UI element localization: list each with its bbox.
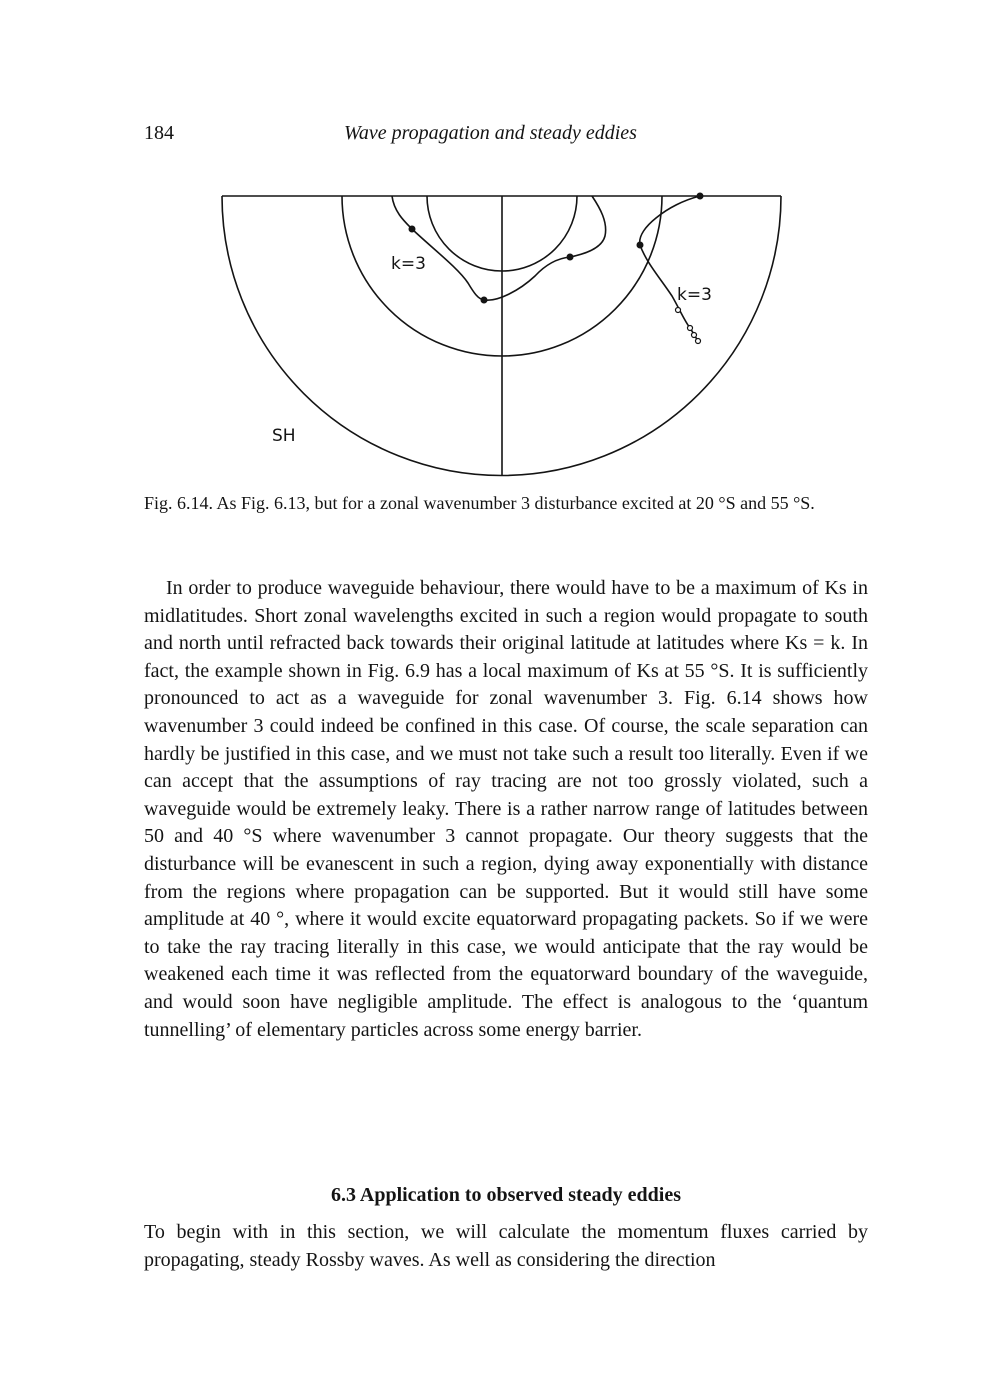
running-title: Wave propagation and steady eddies [344, 122, 637, 144]
section-heading: 6.3 Application to observed steady eddies [330, 1184, 682, 1206]
ray-marker-open [688, 326, 693, 331]
section-body [144, 1219, 868, 1274]
figure-caption: Fig. 6.14. As Fig. 6.13, but for a zonal wavenumber 3 disturbance excited at 20 °S and 55 °S. [144, 493, 815, 513]
ray-marker [481, 297, 487, 303]
page-number: 184 [144, 122, 174, 144]
body-text [144, 575, 868, 1044]
ray-marker-open [676, 308, 681, 313]
ray-marker [409, 226, 415, 232]
ray-marker [637, 242, 643, 248]
ray-marker-open [692, 333, 697, 338]
ray-marker [567, 254, 573, 260]
label-k3-right: k=3 [677, 285, 712, 305]
paragraph: To begin with in this section, we will calculate the momentum fluxes carried by propagating, steady Rossby waves. As well as considering the direction [144, 1221, 868, 1271]
ray-marker-open [696, 339, 701, 344]
paragraph: In order to produce waveguide behaviour, there would have to be a maximum of Ks in midlatitudes. Short zonal wavelengths excited in such a region would propagate to south and north until refracted back towards their original latitude at latitudes where Ks = k. In fact, the example shown in Fig. 6.9 has a local maximum of Ks at 55 °S. It is sufficiently pronounced to act as a waveguide for zonal wavenumber 3. Fig. 6.14 shows how wavenumber 3 could indeed be confined in this case. Of course, the scale separation can hardly be justified in this case, and we must not take such a result too literally. Even if we can accept that the assumptions of ray tracing are not too grossly violated, such a waveguide would be extremely leaky. There is a rather narrow range of latitudes between 50 and 40 °S where wavenumber 3 cannot propagate. Our theory suggests that the disturbance will be evanescent in such a region, dying away exponentially with distance from the regions where propagation can be supported. But it would still have some amplitude at 40 °, where it would excite equatorward propagating packets. So if we were to take the ray tracing literally in this case, we would anticipate that the ray would be weakened each time it was reflected from the equatorward boundary of the waveguide, and would soon have negligible amplitude. The effect is analogous to the ‘quantum tunnelling’ of elementary particles across some energy barrier. [144, 577, 868, 1041]
ray-tracing-figure [0, 0, 1008, 500]
label-k3-left: k=3 [391, 254, 426, 274]
ray-path-left [392, 196, 606, 300]
label-hemisphere: SH [272, 426, 296, 446]
ray-path-right [640, 196, 700, 341]
ray-marker [697, 193, 703, 199]
